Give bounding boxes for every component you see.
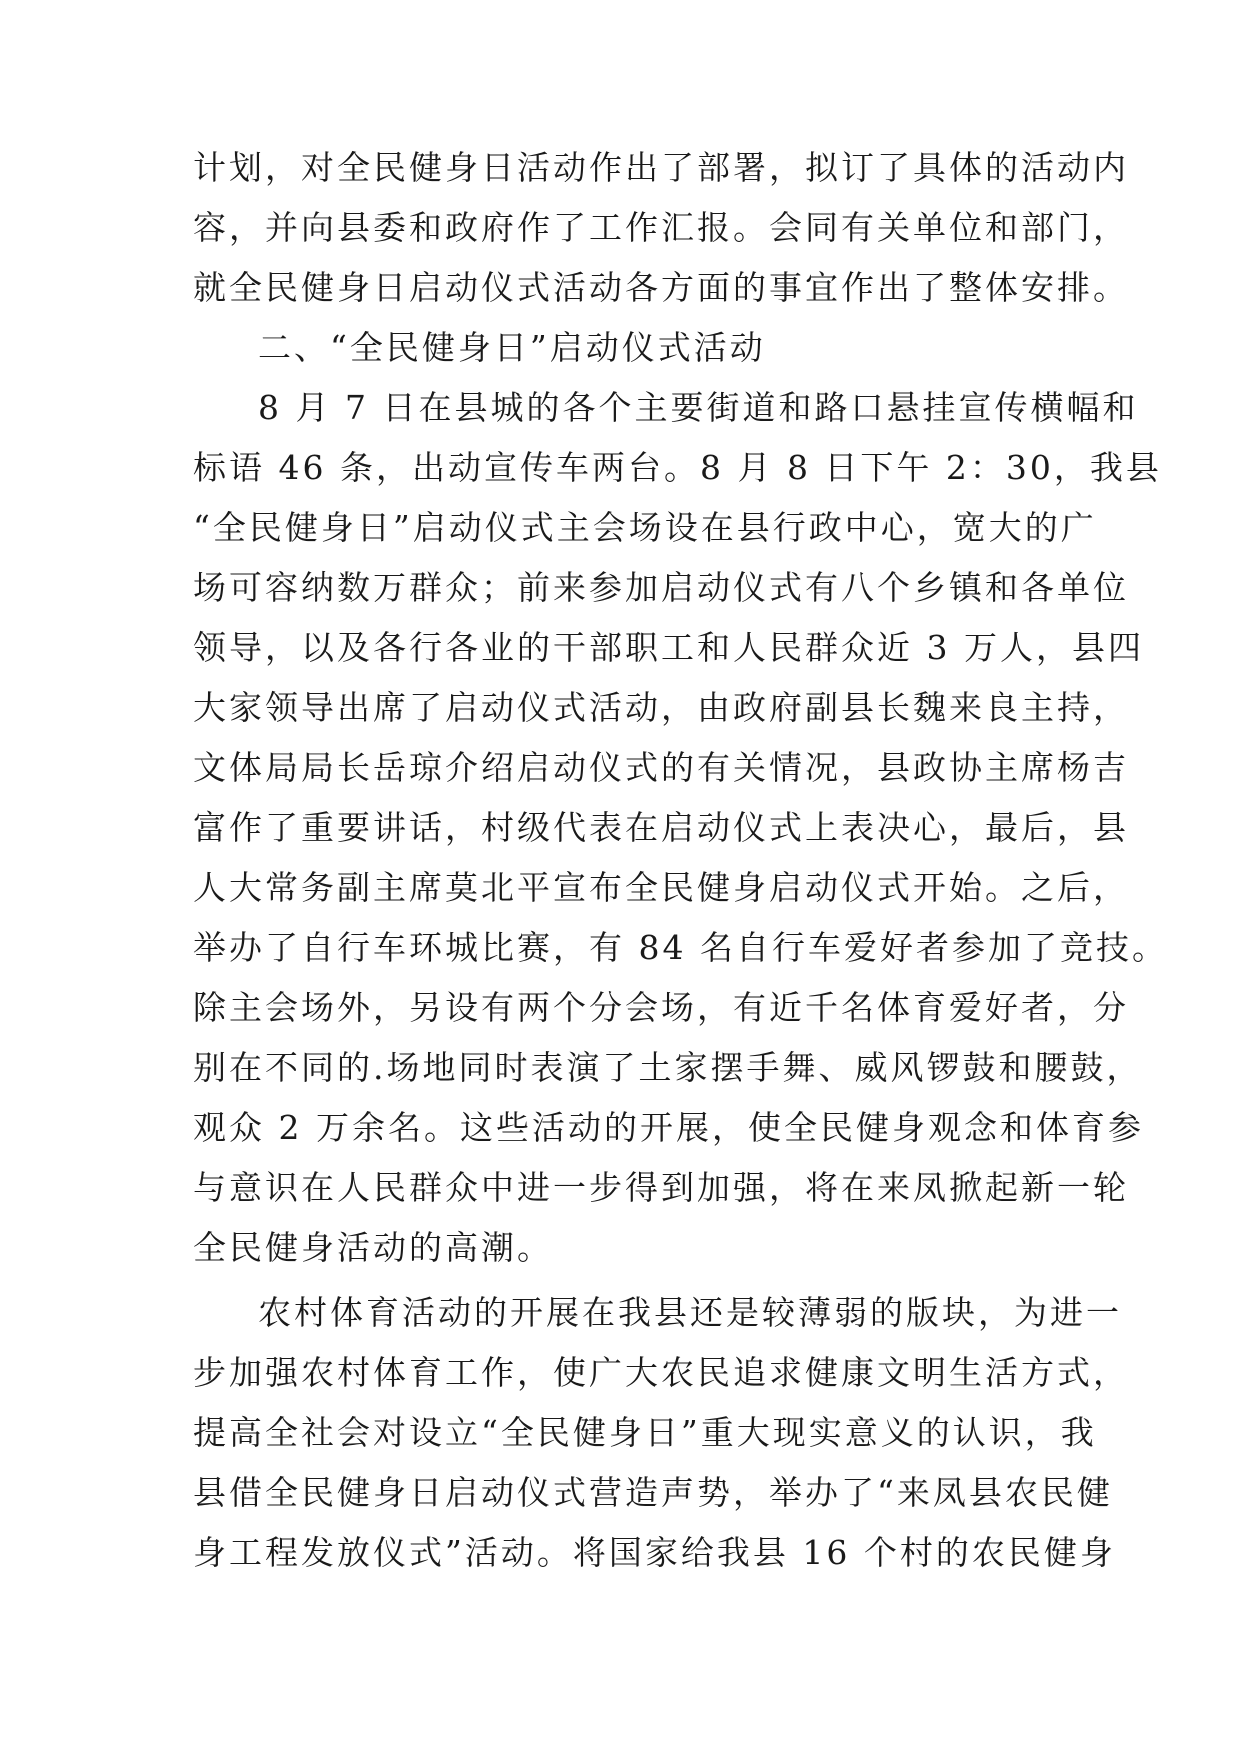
text-line: 容，并向县委和政府作了工作汇报。会同有关单位和部门， — [193, 208, 1129, 247]
section-heading: 二、“全民健身日”启动仪式活动 — [258, 328, 766, 367]
text-line: 文体局局长岳琼介绍启动仪式的有关情况，县政协主席杨吉 — [193, 748, 1129, 787]
text-line: 标语 46 条，出动宣传车两台。8 月 8 日下午 2：30，我县 — [193, 448, 1162, 487]
text-line: 步加强农村体育工作，使广大农民追求健康文明生活方式， — [193, 1353, 1129, 1392]
text-line: 场可容纳数万群众；前来参加启动仪式有八个乡镇和各单位 — [193, 568, 1129, 607]
text-line: 大家领导出席了启动仪式活动，由政府副县长魏来良主持， — [193, 688, 1129, 727]
text-line: 8 月 7 日在县城的各个主要街道和路口悬挂宣传横幅和 — [258, 388, 1139, 427]
text-line: 全民健身活动的高潮。 — [193, 1228, 553, 1267]
text-line: 富作了重要讲话，村级代表在启动仪式上表决心，最后，县 — [193, 808, 1129, 847]
text-line: 提高全社会对设立“全民健身日”重大现实意义的认识，我 — [193, 1413, 1097, 1452]
text-line: 别在不同的.场地同时表演了土家摆手舞、威风锣鼓和腰鼓， — [193, 1048, 1143, 1087]
text-line: 农村体育活动的开展在我县还是较薄弱的版块，为进一 — [258, 1293, 1122, 1332]
text-line: 县借全民健身日启动仪式营造声势，举办了“来凤县农民健 — [193, 1473, 1113, 1512]
text-line: 人大常务副主席莫北平宣布全民健身启动仪式开始。之后， — [193, 868, 1129, 907]
text-line: 除主会场外，另设有两个分会场，有近千名体育爱好者，分 — [193, 988, 1129, 1027]
text-line: 观众 2 万余名。这些活动的开展，使全民健身观念和体育参 — [193, 1108, 1144, 1147]
text-line: 举办了自行车环城比赛，有 84 名自行车爱好者参加了竞技。 — [193, 928, 1168, 967]
text-line: 领导，以及各行各业的干部职工和人民群众近 3 万人，县四 — [193, 628, 1144, 667]
text-line: 就全民健身日启动仪式活动各方面的事宜作出了整体安排。 — [193, 268, 1129, 307]
text-line: 计划，对全民健身日活动作出了部署，拟订了具体的活动内 — [193, 148, 1129, 187]
text-line: “全民健身日”启动仪式主会场设在县行政中心，宽大的广 — [193, 508, 1097, 547]
text-line: 与意识在人民群众中进一步得到加强，将在来凤掀起新一轮 — [193, 1168, 1129, 1207]
text-line: 身工程发放仪式”活动。将国家给我县 16 个村的农民健身 — [193, 1533, 1116, 1572]
